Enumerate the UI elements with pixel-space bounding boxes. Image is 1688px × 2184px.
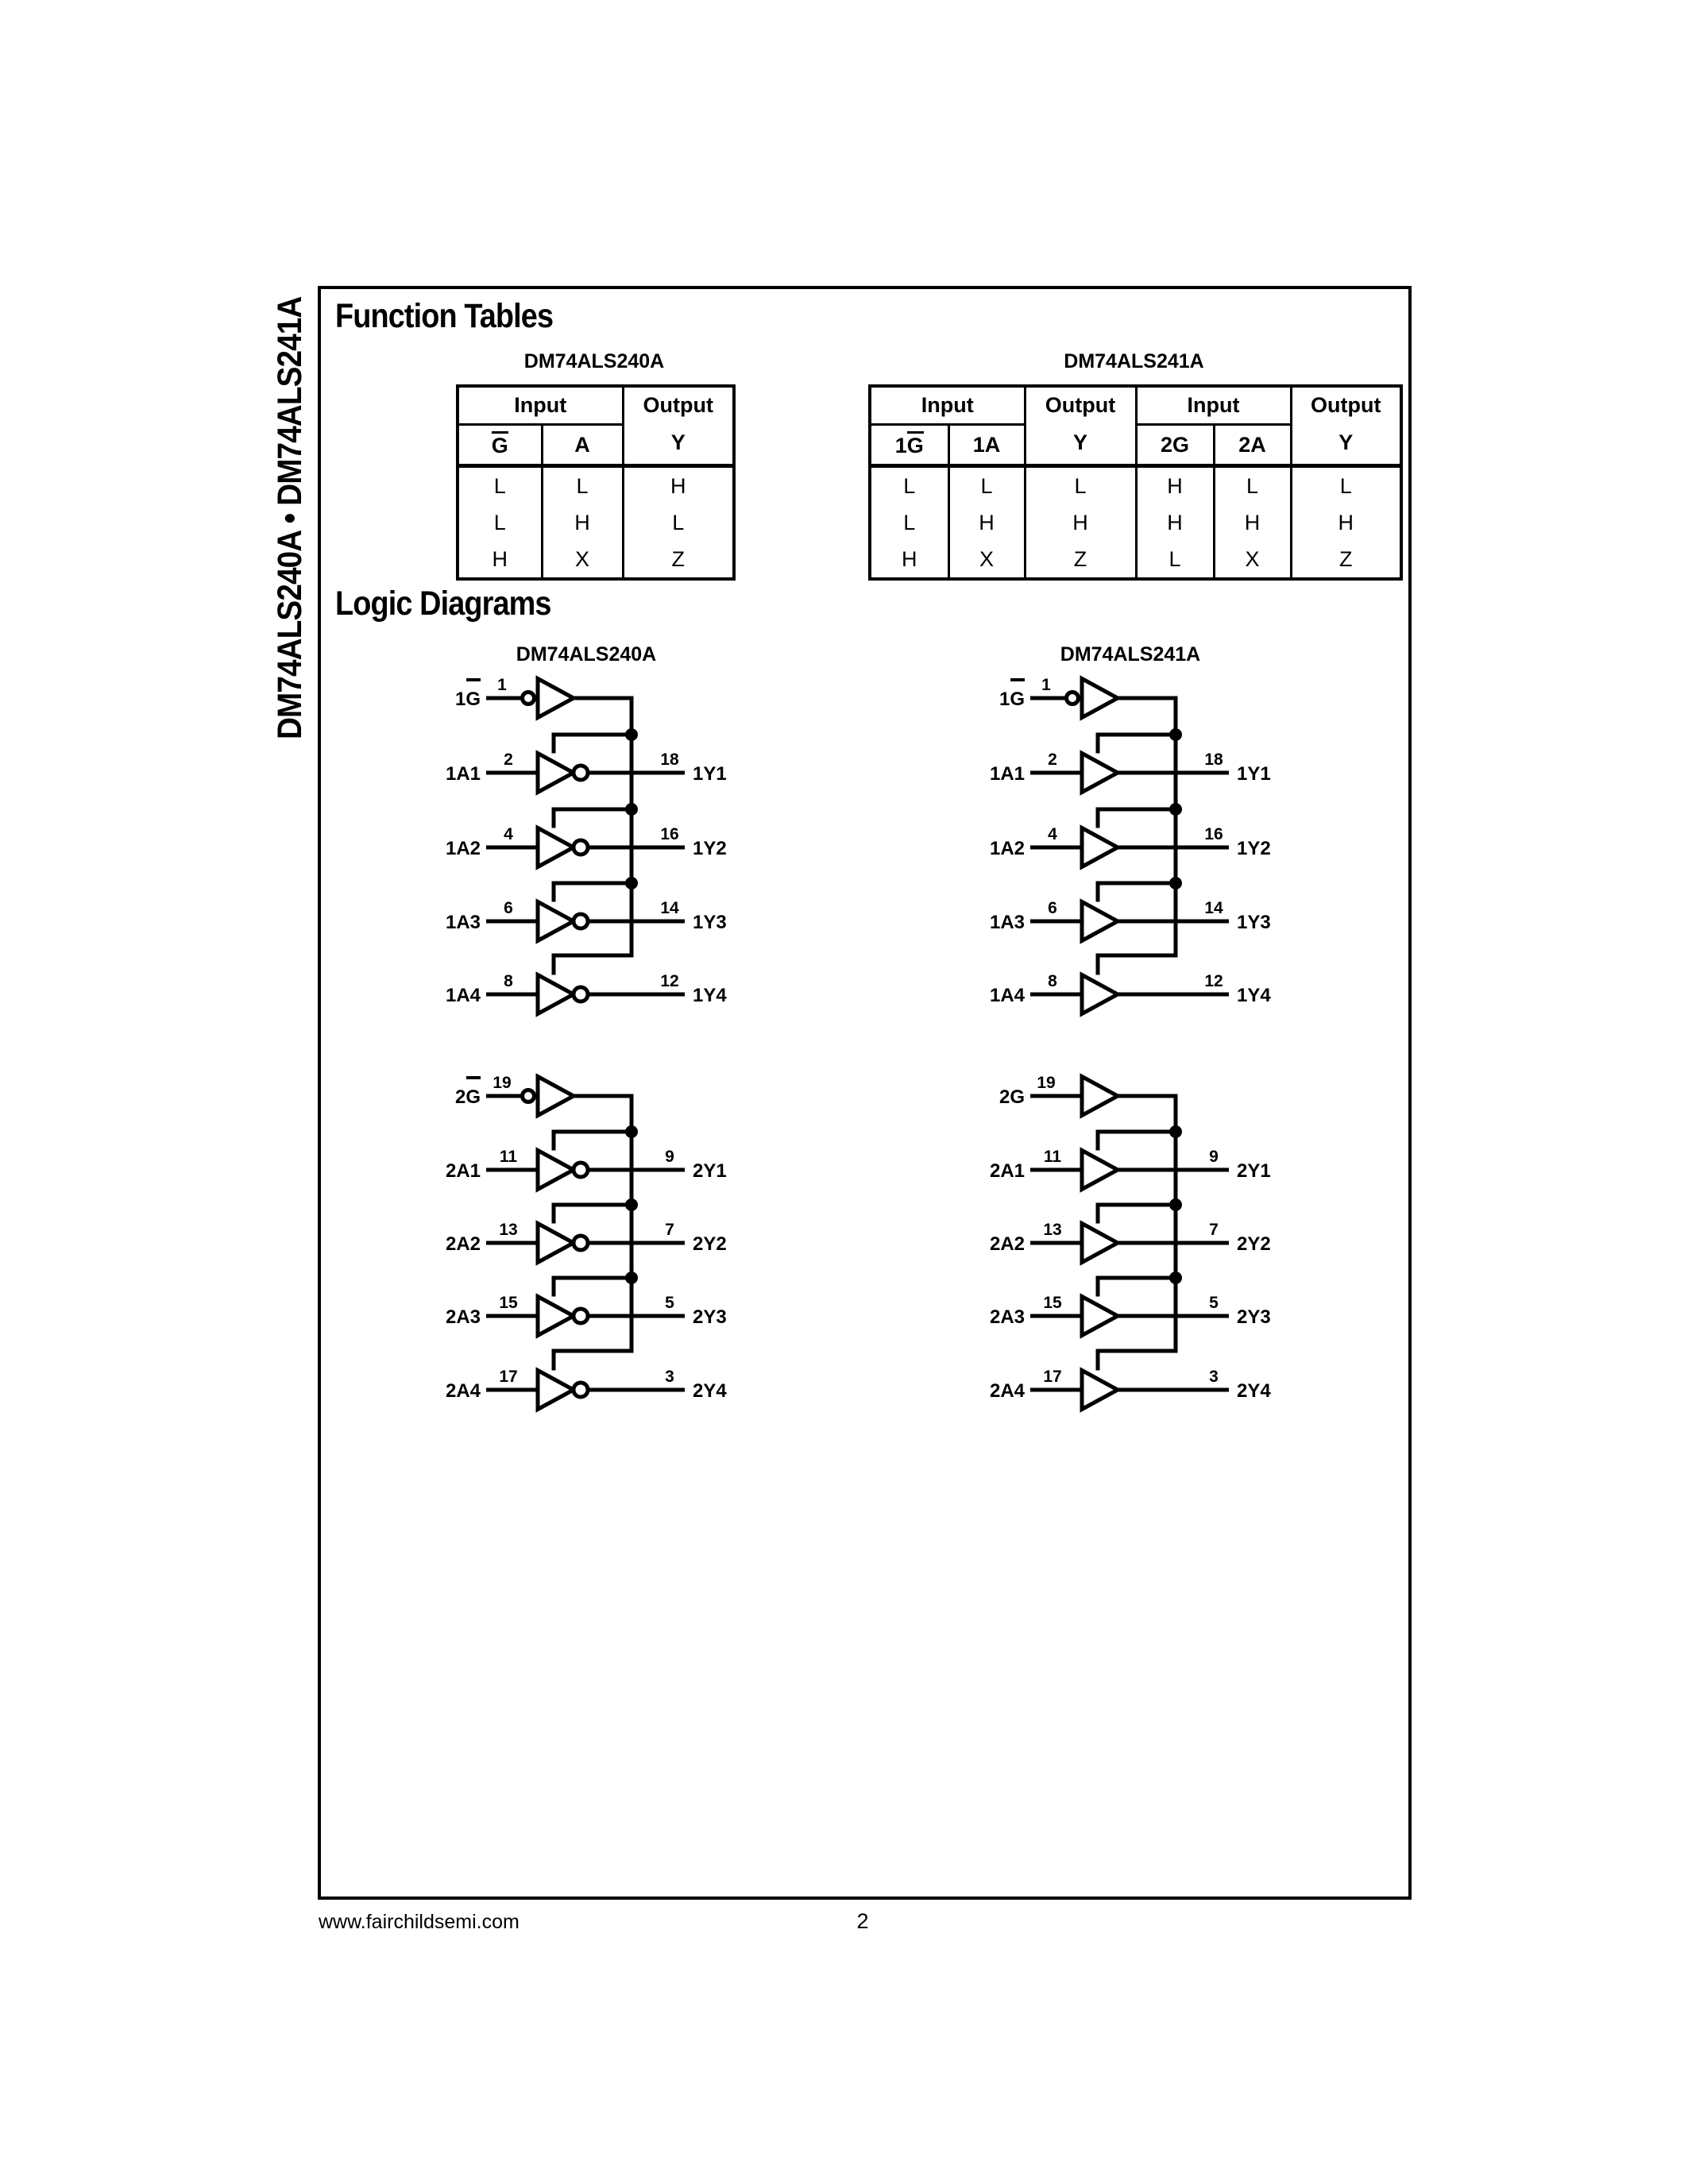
heading-function-tables: Function Tables <box>335 297 554 335</box>
junction-dot <box>625 1198 638 1211</box>
gate-input-pin-number: 11 <box>499 1148 518 1166</box>
junction-dot <box>625 728 638 741</box>
gate-buffer-triangle <box>538 1151 574 1190</box>
gate-buffer-triangle <box>1082 754 1118 793</box>
gate-input-pin-number: 6 <box>1048 899 1057 917</box>
junction-dot <box>625 1125 638 1138</box>
table-cell: H <box>542 504 623 541</box>
gate-output-pin-number: 5 <box>1209 1294 1219 1312</box>
enable-pin-number: 19 <box>1037 1074 1056 1092</box>
gate-output-label: 2Y1 <box>1237 1160 1271 1182</box>
gate-input-label: 2A1 <box>445 1160 481 1182</box>
gate-input-pin-number: 4 <box>1048 825 1057 843</box>
junction-dot <box>1169 1198 1182 1211</box>
gate-buffer-triangle <box>1082 1297 1118 1336</box>
table-cell: Z <box>1025 541 1136 579</box>
table-cell: H <box>1136 466 1214 505</box>
enable-branch <box>1098 735 1176 754</box>
enable-branch <box>554 1132 632 1151</box>
gate-output-pin-number: 3 <box>665 1368 674 1386</box>
gate-input-pin-number: 4 <box>504 825 513 843</box>
junction-dot <box>625 1271 638 1284</box>
gate-input-label: 1A2 <box>445 838 481 859</box>
output-inversion-bubble <box>574 1163 588 1177</box>
gate-output-label: 1Y2 <box>693 838 727 859</box>
gate-output-pin-number: 9 <box>665 1148 674 1166</box>
gate-output-label: 2Y3 <box>693 1306 727 1328</box>
gate-buffer-triangle <box>1082 1371 1118 1410</box>
gate-output-pin-number: 12 <box>1204 972 1223 990</box>
gate-input-pin-number: 15 <box>1043 1294 1062 1312</box>
gate-buffer-triangle <box>1082 902 1118 941</box>
gate-output-pin-number: 7 <box>1209 1221 1219 1239</box>
gate-buffer-triangle <box>538 975 574 1014</box>
table-cell: H <box>623 466 734 505</box>
gate-buffer-triangle <box>1082 1224 1118 1263</box>
enable-label: 1G <box>454 689 481 710</box>
enable-branch <box>554 735 632 754</box>
column-group-input-2: Input <box>1136 386 1291 425</box>
gate-output-pin-number: 14 <box>1204 899 1223 917</box>
enable-label: 2G <box>999 1086 1025 1108</box>
gate-input-label: 2A3 <box>445 1306 481 1328</box>
gate-output-label: 1Y3 <box>1237 912 1271 933</box>
enable-branch <box>554 1278 632 1297</box>
column-header-1a: 1A <box>948 425 1025 466</box>
enable-buffer-triangle <box>1082 1077 1118 1116</box>
gate-output-pin-number: 16 <box>660 825 679 843</box>
gate-output-label: 2Y2 <box>1237 1233 1271 1255</box>
gate-input-label: 1A1 <box>445 763 481 785</box>
gate-input-pin-number: 11 <box>1043 1148 1062 1166</box>
table-cell: Z <box>1291 541 1401 579</box>
gate-input-pin-number: 8 <box>1048 972 1057 990</box>
gate-output-label: 1Y1 <box>693 763 727 785</box>
gate-input-label: 1A3 <box>445 912 481 933</box>
gate-input-pin-number: 2 <box>504 751 513 769</box>
gate-output-label: 2Y4 <box>693 1380 727 1402</box>
gate-output-label: 2Y2 <box>693 1233 727 1255</box>
column-header-y: Y <box>670 430 686 454</box>
enable-label: 2G <box>454 1086 481 1108</box>
gate-output-label: 1Y4 <box>693 985 727 1006</box>
table-cell: L <box>1291 466 1401 505</box>
gate-input-pin-number: 13 <box>499 1221 518 1239</box>
gate-input-label: 1A1 <box>989 763 1025 785</box>
footer-url: www.fairchildsemi.com <box>319 1911 520 1933</box>
column-header-2a: 2A <box>1214 425 1291 466</box>
gate-input-label: 1A2 <box>989 838 1025 859</box>
enable-branch <box>1098 809 1176 828</box>
gate-buffer-triangle <box>1082 975 1118 1014</box>
gate-input-label: 2A4 <box>989 1380 1025 1402</box>
gate-output-label: 1Y4 <box>1237 985 1271 1006</box>
column-header-1g: 1G <box>870 425 948 466</box>
table-cell: L <box>870 466 948 505</box>
table-cell: X <box>1214 541 1291 579</box>
enable-inversion-bubble <box>523 1090 535 1102</box>
table-cell: L <box>1025 466 1136 505</box>
gate-input-label: 2A2 <box>989 1233 1025 1255</box>
overline-bar <box>466 678 481 681</box>
gate-output-pin-number: 12 <box>660 972 679 990</box>
gate-input-label: 2A3 <box>989 1306 1025 1328</box>
footer-page-number: 2 <box>856 1909 869 1933</box>
enable-buffer-triangle <box>538 1077 574 1116</box>
heading-logic-diagrams: Logic Diagrams <box>335 585 551 623</box>
column-header-2g: 2G <box>1136 425 1214 466</box>
gate-output-pin-number: 3 <box>1209 1368 1219 1386</box>
column-header-a: A <box>542 425 623 466</box>
gate-buffer-triangle <box>1082 828 1118 867</box>
table-cell: H <box>1025 504 1136 541</box>
gate-input-label: 1A3 <box>989 912 1025 933</box>
gate-buffer-triangle <box>538 1297 574 1336</box>
gate-output-label: 1Y2 <box>1237 838 1271 859</box>
enable-buffer-triangle <box>538 679 574 718</box>
table-cell: L <box>1214 466 1291 505</box>
enable-inversion-bubble <box>1067 693 1079 704</box>
column-group-input: Input <box>458 386 623 425</box>
table-cell: X <box>948 541 1025 579</box>
table-cell: L <box>458 504 542 541</box>
gate-buffer-triangle <box>538 1371 574 1410</box>
output-inversion-bubble <box>574 840 588 855</box>
gate-input-pin-number: 2 <box>1048 751 1057 769</box>
output-inversion-bubble <box>574 766 588 780</box>
gate-buffer-triangle <box>538 1224 574 1263</box>
enable-rail <box>1098 1096 1176 1371</box>
output-inversion-bubble <box>574 1236 588 1250</box>
enable-branch <box>554 1205 632 1224</box>
enable-branch <box>1098 883 1176 902</box>
gate-input-pin-number: 15 <box>499 1294 518 1312</box>
table-cell: L <box>458 466 542 505</box>
gate-input-label: 2A2 <box>445 1233 481 1255</box>
table-cell: L <box>948 466 1025 505</box>
column-header-y1: Y <box>1072 430 1087 454</box>
gate-input-pin-number: 17 <box>1043 1368 1062 1386</box>
gate-output-pin-number: 5 <box>665 1294 674 1312</box>
enable-rail <box>554 1096 632 1371</box>
gate-input-pin-number: 13 <box>1043 1221 1062 1239</box>
gate-input-pin-number: 6 <box>504 899 513 917</box>
diagram-title-dm74als240a: DM74ALS240A <box>516 643 657 666</box>
gate-output-label: 1Y3 <box>693 912 727 933</box>
output-inversion-bubble <box>574 914 588 928</box>
table-cell: L <box>1136 541 1214 579</box>
table-title-dm74als241a: DM74ALS241A <box>1064 350 1204 372</box>
enable-label: 1G <box>999 689 1025 710</box>
table-cell: L <box>870 504 948 541</box>
column-header-y2: Y <box>1338 430 1354 454</box>
gate-output-pin-number: 18 <box>1204 751 1223 769</box>
gate-output-label: 2Y3 <box>1237 1306 1271 1328</box>
junction-dot <box>625 877 638 889</box>
enable-pin-number: 1 <box>1041 676 1051 694</box>
gate-input-label: 2A1 <box>989 1160 1025 1182</box>
table-title-dm74als240a: DM74ALS240A <box>523 350 665 372</box>
gate-output-pin-number: 14 <box>660 899 679 917</box>
junction-dot <box>1169 877 1182 889</box>
output-group-label: Output <box>1045 393 1116 417</box>
gate-input-label: 2A4 <box>445 1380 481 1402</box>
junction-dot <box>1169 1271 1182 1284</box>
table-cell: Z <box>623 541 734 579</box>
table-cell: L <box>542 466 623 505</box>
table-cell: H <box>458 541 542 579</box>
gate-input-label: 1A4 <box>445 985 481 1006</box>
junction-dot <box>1169 1125 1182 1138</box>
column-group-input-1: Input <box>870 386 1025 425</box>
enable-branch <box>554 809 632 828</box>
diagram-title-dm74als241a: DM74ALS241A <box>1060 643 1201 666</box>
enable-branch <box>1098 1132 1176 1151</box>
gate-input-pin-number: 17 <box>499 1368 518 1386</box>
enable-branch <box>1098 1278 1176 1297</box>
logic-diagrams-drawing <box>318 286 1412 1900</box>
table-cell: H <box>948 504 1025 541</box>
gate-buffer-triangle <box>538 902 574 941</box>
gate-buffer-triangle <box>538 828 574 867</box>
gate-input-pin-number: 8 <box>504 972 513 990</box>
enable-buffer-triangle <box>1082 679 1118 718</box>
overline-bar <box>1010 678 1025 681</box>
gate-buffer-triangle <box>538 754 574 793</box>
junction-dot <box>1169 803 1182 816</box>
table-cell: H <box>1214 504 1291 541</box>
overline-bar <box>466 1076 481 1079</box>
table-cell: H <box>870 541 948 579</box>
column-header-g: G <box>458 425 542 466</box>
table-cell: L <box>623 504 734 541</box>
enable-pin-number: 19 <box>492 1074 512 1092</box>
enable-pin-number: 1 <box>497 676 507 694</box>
gate-output-pin-number: 16 <box>1204 825 1223 843</box>
table-cell: H <box>1291 504 1401 541</box>
sidebar-part-number: DM74ALS240A • DM74ALS241A <box>271 296 309 740</box>
enable-rail <box>1098 698 1176 975</box>
output-group-label: Output <box>1311 393 1381 417</box>
output-inversion-bubble <box>574 1309 588 1323</box>
enable-branch <box>1098 1205 1176 1224</box>
junction-dot <box>1169 728 1182 741</box>
table-cell: H <box>1136 504 1214 541</box>
output-inversion-bubble <box>574 1383 588 1397</box>
gate-output-label: 2Y4 <box>1237 1380 1271 1402</box>
gate-buffer-triangle <box>1082 1151 1118 1190</box>
gate-output-pin-number: 7 <box>665 1221 674 1239</box>
gate-input-label: 1A4 <box>989 985 1025 1006</box>
enable-rail <box>554 698 632 975</box>
table-cell: X <box>542 541 623 579</box>
enable-branch <box>554 883 632 902</box>
gate-output-label: 2Y1 <box>693 1160 727 1182</box>
output-inversion-bubble <box>574 987 588 1001</box>
junction-dot <box>625 803 638 816</box>
output-group-label: Output <box>643 393 713 417</box>
gate-output-pin-number: 18 <box>660 751 679 769</box>
enable-inversion-bubble <box>523 693 535 704</box>
gate-output-label: 1Y1 <box>1237 763 1271 785</box>
gate-output-pin-number: 9 <box>1209 1148 1219 1166</box>
